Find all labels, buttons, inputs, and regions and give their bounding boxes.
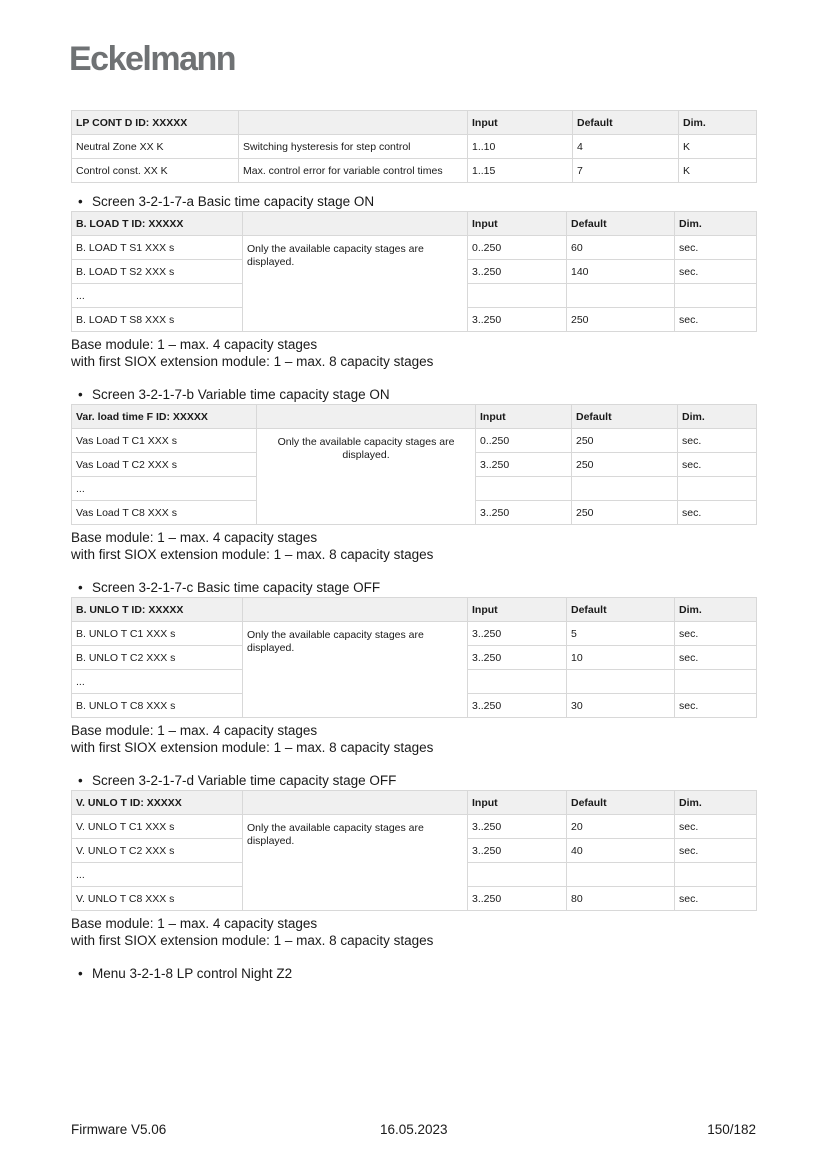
note-line: Base module: 1 – max. 4 capacity stages (71, 916, 318, 931)
table-cell: B. LOAD T S8 XXX s (72, 308, 243, 332)
screen-heading (71, 772, 756, 790)
table-cell: sec. (675, 622, 757, 646)
table-cell: ... (72, 863, 243, 887)
table-row (72, 135, 757, 159)
table-cell: sec. (675, 887, 757, 911)
table-header-cell: Default (572, 405, 678, 429)
table-header-cell: Input (468, 111, 573, 135)
table-cell: 3..250 (468, 887, 567, 911)
table-header-row (72, 212, 757, 236)
table-header-cell: B. LOAD T ID: XXXXX (72, 212, 243, 236)
table-cell: 60 (567, 236, 675, 260)
table-cell: 3..250 (468, 308, 567, 332)
page-content (71, 110, 756, 983)
note-line: with first SIOX extension module: 1 – max. 8 capacity stages (71, 547, 434, 562)
table-cell (468, 863, 567, 887)
table-cell: 1..10 (468, 135, 573, 159)
table-cell: V. UNLO T C1 XXX s (72, 815, 243, 839)
capacity-note (71, 915, 756, 949)
table-cell: Vas Load T C2 XXX s (72, 453, 257, 477)
table-header-cell: Var. load time F ID: XXXXX (72, 405, 257, 429)
table-cell (567, 284, 675, 308)
table-cell: sec. (678, 429, 757, 453)
screen-heading (71, 193, 756, 211)
note-line: with first SIOX extension module: 1 – max. 8 capacity stages (71, 740, 434, 755)
note-line: Base module: 1 – max. 4 capacity stages (71, 337, 318, 352)
table-cell: 250 (572, 501, 678, 525)
table-header-cell: Input (468, 212, 567, 236)
table-cell: 3..250 (468, 694, 567, 718)
table-cell: 40 (567, 839, 675, 863)
table-header-cell: Default (567, 791, 675, 815)
table-header-cell (243, 212, 468, 236)
table-cell: Vas Load T C8 XXX s (72, 501, 257, 525)
bullet-icon: • (78, 387, 83, 402)
company-logo: Eckelmann (69, 40, 236, 78)
bullet-icon: • (78, 580, 83, 595)
capacity-note (71, 722, 756, 756)
table-cell: sec. (675, 236, 757, 260)
table-cell: 250 (572, 429, 678, 453)
table-cell: sec. (675, 815, 757, 839)
description-cell: Only the available capacity stages are displayed. (257, 429, 476, 525)
table-cell: K (679, 159, 757, 183)
table-cell (468, 284, 567, 308)
table-cell: 20 (567, 815, 675, 839)
bullet-icon: • (78, 194, 83, 209)
table-cell: B. LOAD T S1 XXX s (72, 236, 243, 260)
table-row (72, 815, 757, 839)
table-cell (572, 477, 678, 501)
bullet-icon: • (78, 773, 83, 788)
description-cell: Only the available capacity stages are displayed. (243, 815, 468, 911)
lp-cont-d-table (71, 110, 757, 183)
table-cell (675, 863, 757, 887)
table-header-cell: Default (567, 598, 675, 622)
table-header-cell: Dim. (678, 405, 757, 429)
table-cell: 3..250 (468, 622, 567, 646)
table-cell (675, 670, 757, 694)
table-cell: B. UNLO T C8 XXX s (72, 694, 243, 718)
table-cell: 10 (567, 646, 675, 670)
table-cell: Switching hysteresis for step control (239, 135, 468, 159)
table-cell: Vas Load T C1 XXX s (72, 429, 257, 453)
bullet-icon: • (78, 966, 83, 981)
description-cell: Only the available capacity stages are displayed. (243, 236, 468, 332)
table-cell: 3..250 (468, 839, 567, 863)
table-cell: sec. (675, 260, 757, 284)
table-cell: 3..250 (476, 453, 572, 477)
table-cell: 3..250 (468, 815, 567, 839)
screen-heading (71, 386, 756, 404)
table-header-row (72, 791, 757, 815)
screen-title: Screen 3-2-1-7-d Variable time capacity stage OFF (92, 773, 397, 788)
table-header-cell (239, 111, 468, 135)
table-header-cell: Dim. (675, 212, 757, 236)
table-cell: 4 (573, 135, 679, 159)
table-cell: sec. (678, 453, 757, 477)
table-cell: 5 (567, 622, 675, 646)
table-header-cell (257, 405, 476, 429)
basic-time-off-table (71, 597, 757, 718)
footer-page-number: 150/182 (707, 1122, 756, 1137)
table-cell: V. UNLO T C2 XXX s (72, 839, 243, 863)
menu-heading (71, 965, 756, 983)
table-row (72, 236, 757, 260)
table-cell: 0..250 (476, 429, 572, 453)
table-cell: ... (72, 284, 243, 308)
table-header-cell: Dim. (675, 791, 757, 815)
footer-firmware: Firmware V5.06 (71, 1122, 167, 1137)
description-cell: Only the available capacity stages are displayed. (243, 622, 468, 718)
table-header-cell: Input (476, 405, 572, 429)
table-cell: Max. control error for variable control times (239, 159, 468, 183)
table-cell: B. LOAD T S2 XXX s (72, 260, 243, 284)
table-header-cell: Dim. (679, 111, 757, 135)
table-row (72, 159, 757, 183)
table-cell: Control const. XX K (72, 159, 239, 183)
table-header-row (72, 598, 757, 622)
table-cell: sec. (675, 694, 757, 718)
screen-heading (71, 579, 756, 597)
table-header-cell (243, 791, 468, 815)
table-cell (678, 477, 757, 501)
variable-time-on-table (71, 404, 757, 525)
table-cell (567, 670, 675, 694)
table-header-cell (243, 598, 468, 622)
note-line: with first SIOX extension module: 1 – max. 8 capacity stages (71, 354, 434, 369)
table-cell: Neutral Zone XX K (72, 135, 239, 159)
table-header-cell: B. UNLO T ID: XXXXX (72, 598, 243, 622)
table-header-cell: Input (468, 598, 567, 622)
capacity-note (71, 336, 756, 370)
note-line: with first SIOX extension module: 1 – max. 8 capacity stages (71, 933, 434, 948)
menu-title: Menu 3-2-1-8 LP control Night Z2 (92, 966, 293, 981)
table-cell: B. UNLO T C2 XXX s (72, 646, 243, 670)
table-header-row (72, 111, 757, 135)
table-header-cell: Input (468, 791, 567, 815)
table-cell: 7 (573, 159, 679, 183)
table-header-cell: Default (567, 212, 675, 236)
screen-title: Screen 3-2-1-7-c Basic time capacity stage OFF (92, 580, 381, 595)
table-cell (675, 284, 757, 308)
table-row (72, 622, 757, 646)
note-line: Base module: 1 – max. 4 capacity stages (71, 723, 318, 738)
table-header-cell: Dim. (675, 598, 757, 622)
variable-time-off-table (71, 790, 757, 911)
table-cell: 140 (567, 260, 675, 284)
table-cell (468, 670, 567, 694)
table-cell: sec. (678, 501, 757, 525)
screen-title: Screen 3-2-1-7-b Variable time capacity stage ON (92, 387, 390, 402)
table-cell: K (679, 135, 757, 159)
table-cell: ... (72, 670, 243, 694)
table-cell: 3..250 (468, 260, 567, 284)
table-cell: 1..15 (468, 159, 573, 183)
table-cell (476, 477, 572, 501)
table-cell: 0..250 (468, 236, 567, 260)
table-cell: sec. (675, 308, 757, 332)
table-cell: sec. (675, 839, 757, 863)
table-cell: B. UNLO T C1 XXX s (72, 622, 243, 646)
table-cell: 3..250 (476, 501, 572, 525)
screen-title: Screen 3-2-1-7-a Basic time capacity stage ON (92, 194, 375, 209)
table-cell: sec. (675, 646, 757, 670)
table-cell: 30 (567, 694, 675, 718)
table-cell: 250 (572, 453, 678, 477)
footer-date: 16.05.2023 (380, 1122, 448, 1137)
table-cell: 80 (567, 887, 675, 911)
table-header-cell: V. UNLO T ID: XXXXX (72, 791, 243, 815)
table-cell: 250 (567, 308, 675, 332)
table-cell: 3..250 (468, 646, 567, 670)
note-line: Base module: 1 – max. 4 capacity stages (71, 530, 318, 545)
table-header-cell: Default (573, 111, 679, 135)
capacity-note (71, 529, 756, 563)
table-header-row (72, 405, 757, 429)
table-cell (567, 863, 675, 887)
table-row (72, 429, 757, 453)
table-cell: V. UNLO T C8 XXX s (72, 887, 243, 911)
table-cell: ... (72, 477, 257, 501)
basic-time-on-table (71, 211, 757, 332)
table-header-cell: LP CONT D ID: XXXXX (72, 111, 239, 135)
